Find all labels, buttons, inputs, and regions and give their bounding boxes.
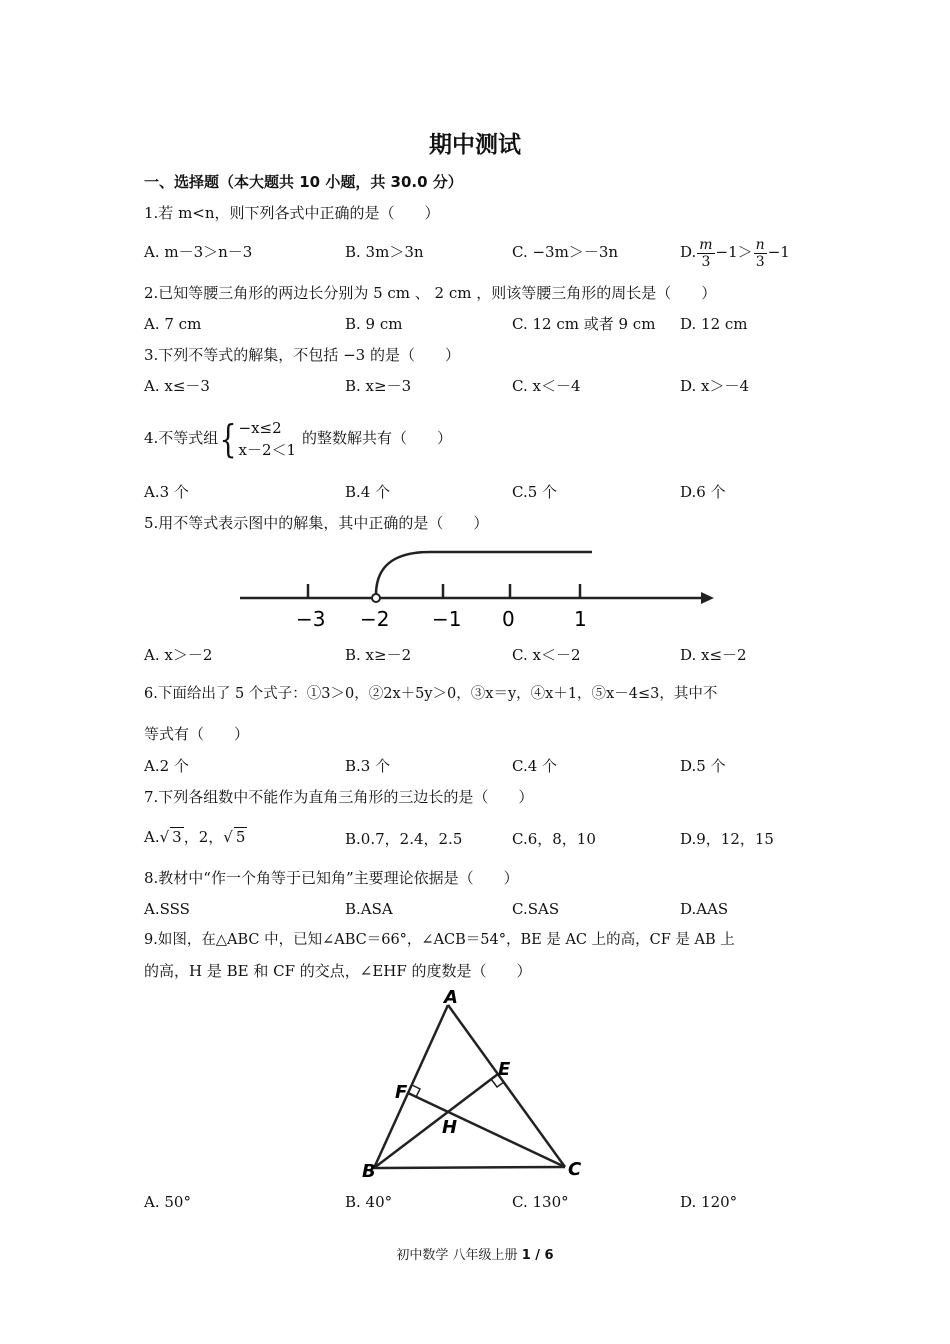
label-minus-3: −3 [296, 607, 326, 631]
question-1-option-c: C. −3m＞－3n [512, 243, 619, 261]
system-line-2: x－2＜1 [238, 441, 297, 459]
question-6-option-d: D.5 个 [680, 757, 726, 775]
question-3-option-d: D. x＞－4 [680, 377, 750, 395]
question-2-option-b: B. 9 cm [345, 315, 403, 333]
page-title: 期中测试 [429, 132, 521, 158]
question-8-stem: 8.教材中“作一个角等于已知角”主要理论依据是（ ） [144, 869, 519, 887]
question-4-suffix: 的整数解共有（ ） [302, 429, 453, 447]
question-9-option-d: D. 120° [680, 1193, 738, 1211]
question-6-option-c: C.4 个 [512, 757, 558, 775]
question-6-option-a: A.2 个 [144, 757, 189, 775]
section-heading: 一、选择题（本大题共 10 小题，共 30.0 分） [144, 173, 463, 191]
question-8-option-c: C.SAS [512, 900, 560, 918]
page-number: 1 / 6 [521, 1248, 554, 1263]
open-circle-minus-2 [372, 594, 380, 602]
page-footer [0, 1244, 950, 1263]
question-5-stem: 5.用不等式表示图中的解集，其中正确的是（ ） [144, 514, 489, 532]
question-1-option-d [680, 233, 790, 271]
question-2-option-c: C. 12 cm 或者 9 cm [512, 315, 656, 333]
question-6-stem-line-1: 6.下面给出了 5 个式子：①3＞0，②2x＋5y＞0，③x＝y，④x＋1，⑤x－4≤3，其中不 [144, 686, 718, 702]
sqrt-5: 5 [235, 828, 246, 846]
question-3-option-b: B. x≥－3 [345, 377, 412, 395]
number-line-arrow [701, 592, 714, 604]
question-4-option-b: B.4 个 [345, 483, 391, 501]
question-3-stem: 3.下列不等式的解集，不包括 −3 的是（ ） [144, 346, 460, 364]
question-5-option-b: B. x≥－2 [345, 646, 412, 664]
question-1-stem: 1.若 m<n，则下列各式中正确的是（ ） [144, 204, 440, 222]
question-5-option-c: C. x＜－2 [512, 646, 581, 664]
question-4-option-a: A.3 个 [144, 483, 189, 501]
question-7-stem: 7.下列各组数中不能作为直角三角形的三边长的是（ ） [144, 788, 534, 806]
question-1-option-b: B. 3m＞3n [345, 243, 424, 261]
question-2-option-d: D. 12 cm [680, 315, 748, 333]
label-e: E [498, 1059, 511, 1080]
label-h: H [442, 1117, 458, 1138]
question-8-option-a: A.SSS [144, 900, 190, 918]
altitude-be [374, 1074, 498, 1168]
question-1-option-a: A. m－3＞n－3 [144, 243, 253, 261]
question-6-stem-line-2: 等式有（ ） [144, 725, 250, 743]
question-4-option-c: C.5 个 [512, 483, 558, 501]
altitude-cf [408, 1093, 565, 1167]
question-9-option-a: A. 50° [144, 1193, 191, 1211]
question-9-option-b: B. 40° [345, 1193, 393, 1211]
label-f: F [395, 1082, 408, 1103]
question-3-option-a: A. x≤－3 [144, 377, 210, 395]
question-7-option-d: D.9，12，15 [680, 830, 774, 848]
question-9-stem-line-1: 9.如图，在△ABC 中，已知∠ABC＝66°，∠ACB＝54°，BE 是 AC 上的高，CF 是 AB 上 [144, 932, 735, 948]
question-5-option-d: D. x≤－2 [680, 646, 747, 664]
fraction-n-over-3: $\frac{n}{3}$ [755, 236, 765, 270]
question-2-stem: 2.已知等腰三角形的两边长分别为 5 cm 、 2 cm ，则该等腰三角形的周长是（ ） [144, 284, 717, 302]
question-8-option-b: B.ASA [345, 900, 393, 918]
option-d-tail: −1 [767, 243, 790, 261]
label-0: 0 [502, 607, 515, 631]
label-a: A [444, 987, 458, 1008]
question-4-prefix: 4.不等式组 [144, 429, 219, 447]
question-7-option-c: C.6，8，10 [512, 830, 596, 848]
label-c: C [568, 1159, 582, 1180]
label-1: 1 [574, 607, 587, 631]
question-6-option-b: B.3 个 [345, 757, 391, 775]
side-ac [448, 1005, 565, 1167]
question-7-option-b: B.0.7，2.4，2.5 [345, 830, 463, 848]
question-9-option-c: C. 130° [512, 1193, 569, 1211]
label-b: B [362, 1161, 376, 1182]
question-7-option-a: A.√ 3 ，2，√ 5 [144, 828, 246, 846]
question-2-option-a: A. 7 cm [144, 315, 202, 333]
question-9-stem-line-2: 的高，H 是 BE 和 CF 的交点，∠EHF 的度数是（ ） [144, 962, 532, 980]
system-brace: { [219, 417, 237, 461]
system-line-1: −x≤2 [238, 419, 282, 437]
fraction-m-over-3: $\frac{m}{3}$ [699, 236, 713, 270]
option-a-middle: ，2， [183, 828, 224, 846]
sqrt-3: 3 [172, 828, 182, 846]
side-bc [374, 1167, 565, 1168]
question-5-option-a: A. x＞－2 [144, 646, 213, 664]
footer-text: 初中数学 八年级上册 [396, 1248, 522, 1263]
inequality-system [239, 417, 297, 461]
option-d-label: D. [680, 243, 697, 261]
label-minus-2: −2 [360, 607, 390, 631]
question-4-stem [144, 414, 452, 462]
label-minus-1: −1 [432, 607, 462, 631]
option-d-middle: −1＞ [715, 243, 753, 261]
option-a-label: A. [144, 828, 160, 846]
question-3-option-c: C. x＜－4 [512, 377, 581, 395]
question-8-option-d: D.AAS [680, 900, 729, 918]
solution-ray [376, 552, 592, 595]
side-ab [374, 1005, 448, 1168]
triangle-figure [350, 985, 600, 1185]
number-line-figure [230, 540, 730, 635]
question-4-option-d: D.6 个 [680, 483, 726, 501]
